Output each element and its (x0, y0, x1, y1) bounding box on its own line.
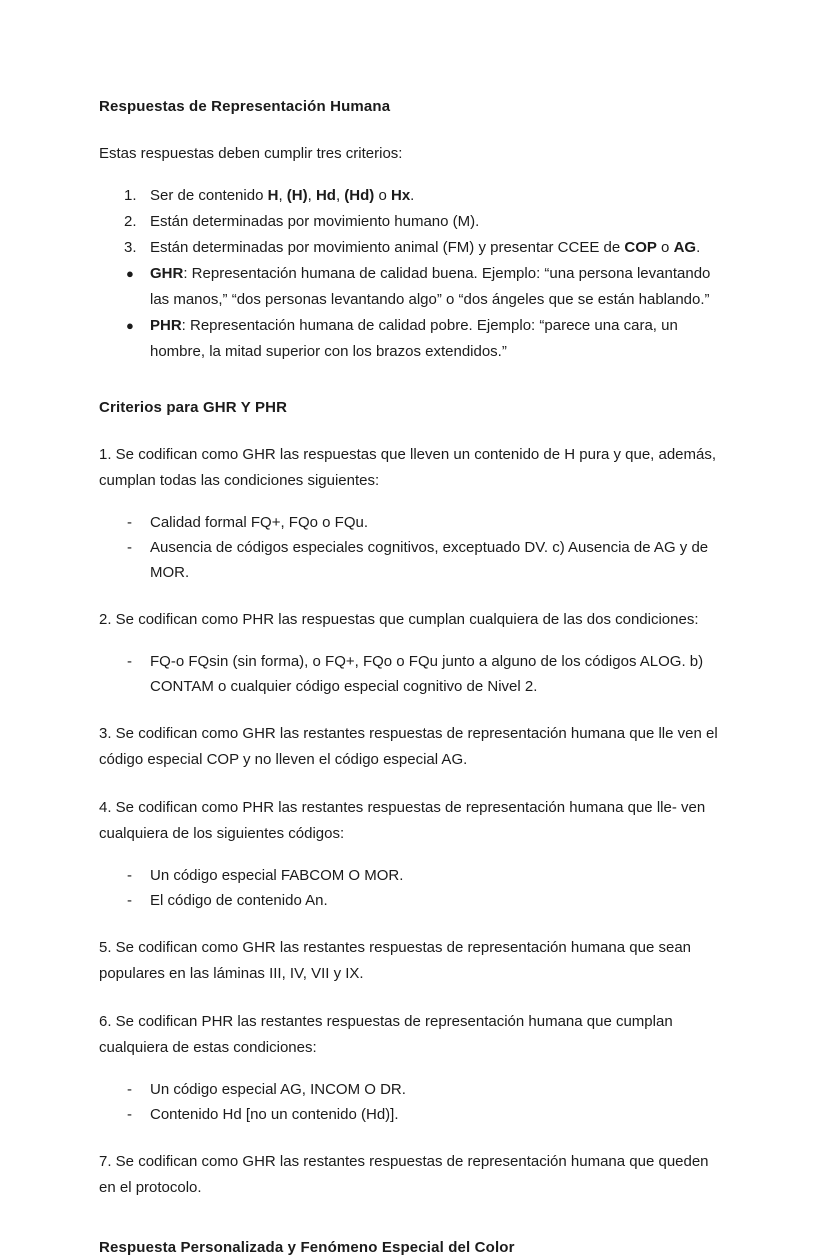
emphasis-code: (H) (286, 187, 308, 204)
text-run: , (335, 187, 345, 204)
rule-subitem (99, 863, 722, 888)
emphasis-code: Hx (390, 187, 411, 204)
dash-marker-icon: - (127, 1106, 132, 1123)
criteria-item-text (150, 317, 678, 360)
dash-marker-icon: - (127, 892, 132, 909)
rule-paragraph: 3. Se codifican como GHR las restantes respuestas de representación humana que lle ven el código especial COP y no lleven el código especial AG. (99, 725, 718, 768)
rule-subitem (99, 649, 722, 699)
rule-subitem-text: El código de contenido An. (150, 892, 328, 909)
text-run: Están determinadas por movimiento humano (M). (150, 213, 480, 230)
criteria-bullet-item (99, 261, 722, 313)
rule-paragraph: 7. Se codifican como GHR las restantes respuestas de representación humana que queden en el protocolo. (99, 1153, 709, 1196)
criteria-bullet-item (99, 313, 722, 365)
rule-subitem-list (99, 649, 722, 699)
dash-marker-icon: - (127, 867, 132, 884)
criteria-item-text (150, 265, 710, 308)
dash-marker-icon: - (127, 539, 132, 556)
rule-subitem-list (99, 863, 722, 913)
text-run: Ser de contenido (150, 187, 268, 204)
emphasis-code: H (267, 187, 279, 204)
criteria-numbered-item (99, 235, 722, 261)
emphasis-code: (Hd) (344, 187, 375, 204)
criteria-item-text (150, 187, 414, 204)
emphasis-code: GHR (150, 265, 184, 282)
section-heading-criteria: Criterios para GHR Y PHR (99, 399, 288, 416)
criteria-list (99, 183, 722, 365)
list-number-marker: 1. (124, 187, 137, 204)
criteria-numbered-item (99, 209, 722, 235)
rule-paragraph: 4. Se codifican como PHR las restantes respuestas de representación humana que lle- ven cualquiera de los siguientes códigos: (99, 799, 706, 842)
text-run: o (374, 187, 391, 204)
rule-subitem-text: Un código especial AG, INCOM O DR. (150, 1081, 406, 1098)
bullet-marker-icon: ● (126, 318, 134, 333)
text-run: . (410, 187, 415, 204)
bullet-marker-icon: ● (126, 266, 134, 281)
text-run: , (307, 187, 316, 204)
rule-subitem (99, 535, 722, 585)
rule-subitem-text: Ausencia de códigos especiales cognitivos, exceptuado DV. c) Ausencia de AG y de MOR. (150, 539, 709, 581)
rule-subitem-list (99, 510, 722, 585)
emphasis-code: PHR (150, 317, 182, 334)
rule-subitem (99, 888, 722, 913)
dash-marker-icon: - (127, 514, 132, 531)
emphasis-code: AG (673, 239, 697, 256)
dash-marker-icon: - (127, 653, 132, 670)
rule-subitem-list (99, 1077, 722, 1127)
text-run: . (696, 239, 701, 256)
criteria-item-text (150, 213, 479, 230)
rule-subitem (99, 1077, 722, 1102)
text-run: , (278, 187, 287, 204)
rule-subitem-text: Calidad formal FQ+, FQo o FQu. (150, 514, 368, 531)
dash-marker-icon: - (127, 1081, 132, 1098)
emphasis-code: Hd (315, 187, 336, 204)
text-run: Están determinadas por movimiento animal (FM) y presentar CCEE de (150, 239, 625, 256)
rules-container (99, 442, 722, 1201)
document-content (99, 96, 722, 1258)
rule-paragraph: 2. Se codifican como PHR las respuestas que cumplan cualquiera de las dos condiciones: (99, 611, 699, 628)
rule-paragraph: 6. Se codifican PHR las restantes respuestas de representación humana que cumplan cualquiera de estas condiciones: (99, 1013, 673, 1056)
rule-subitem (99, 1102, 722, 1127)
list-number-marker: 2. (124, 213, 137, 230)
section-heading-human-representation: Respuestas de Representación Humana (99, 98, 391, 115)
text-run: : Representación humana de calidad buena. Ejemplo: “una persona levantando las manos,” “dos personas levantando algo” o “dos ángeles que se están hablando.” (150, 265, 711, 308)
rule-subitem-text: Contenido Hd [no un contenido (Hd)]. (150, 1106, 399, 1123)
rule-paragraph: 5. Se codifican como GHR las restantes respuestas de representación humana que sean populares en las láminas III, IV, VII y IX. (99, 939, 692, 982)
list-number-marker: 3. (124, 239, 137, 256)
criteria-item-text (150, 239, 700, 256)
intro-paragraph: Estas respuestas deben cumplir tres criterios: (99, 145, 403, 162)
text-run: o (656, 239, 674, 256)
text-run: : Representación humana de calidad pobre. Ejemplo: “parece una cara, un hombre, la mitad superior con los brazos extendidos.” (150, 317, 678, 360)
rule-paragraph: 1. Se codifican como GHR las respuestas que lleven un contenido de H pura y que, además, cumplan todas las condiciones siguientes: (99, 446, 717, 489)
section-heading-personalized-response: Respuesta Personalizada y Fenómeno Especial del Color (99, 1239, 515, 1256)
rule-subitem-text: FQ-o FQsin (sin forma), o FQ+, FQo o FQu junto a alguno de los códigos ALOG. b) CONTAM o cualquier código especial cognitivo de Nivel 2. (150, 653, 704, 695)
emphasis-code: COP (624, 239, 657, 256)
rule-subitem (99, 510, 722, 535)
criteria-numbered-item (99, 183, 722, 209)
rule-subitem-text: Un código especial FABCOM O MOR. (150, 867, 404, 884)
